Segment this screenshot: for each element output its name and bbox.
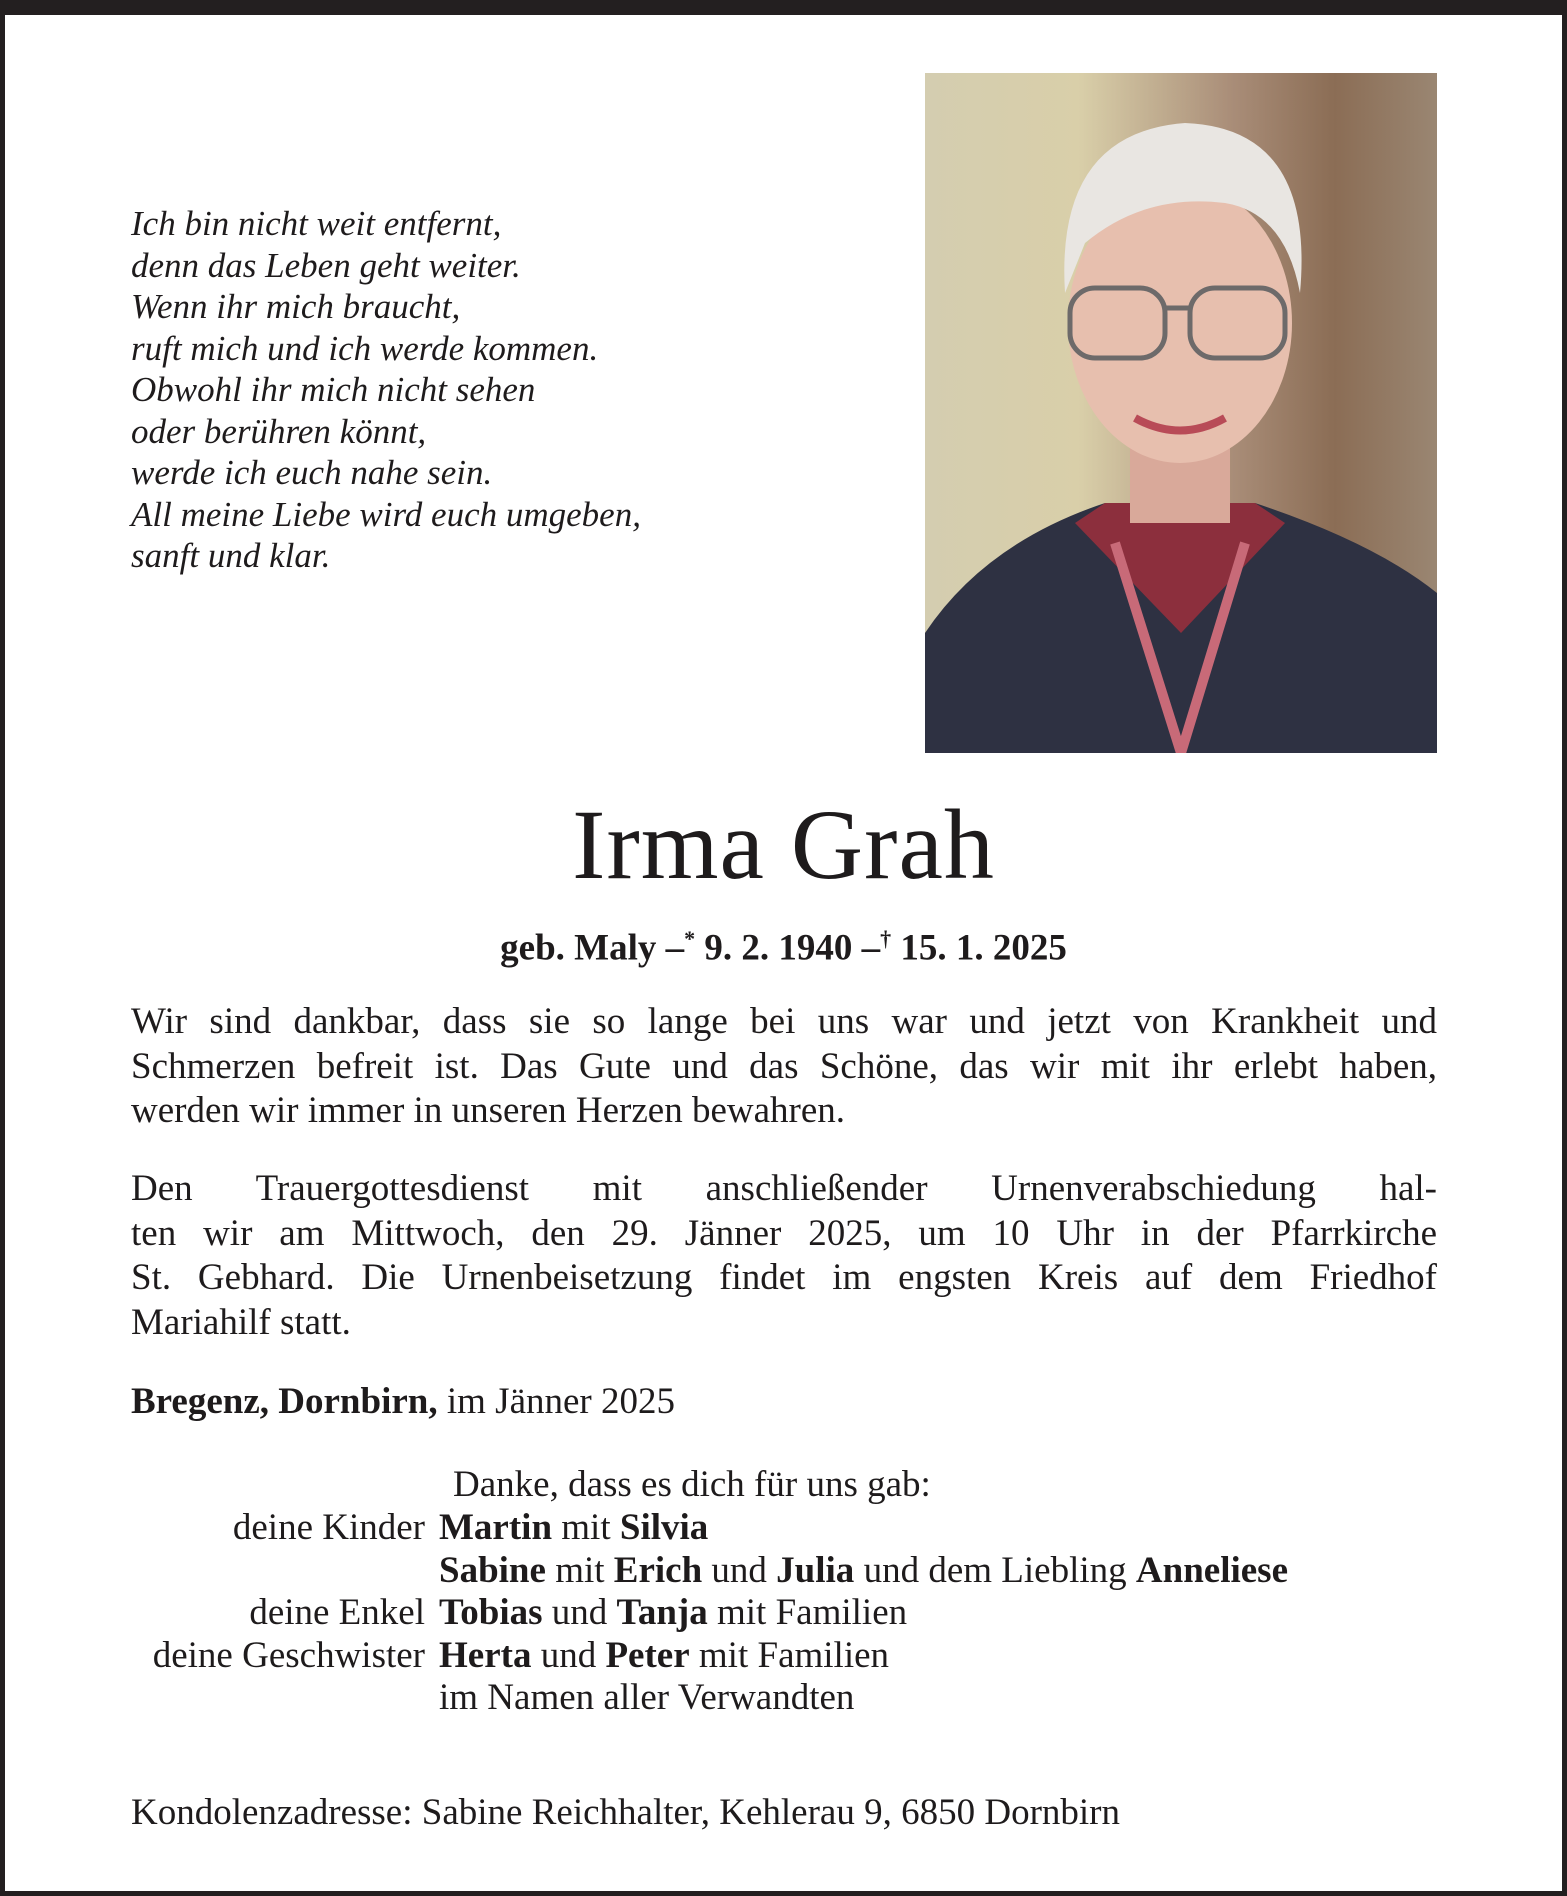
portrait-photo (925, 73, 1437, 753)
text-line: Mariahilf statt. (131, 1301, 351, 1343)
family-row (5, 1592, 1288, 1635)
thanks-line: Danke, dass es dich für uns gab: (453, 1464, 931, 1505)
name: Tanja (616, 1592, 708, 1633)
conj: und (711, 1549, 767, 1591)
conj: mit Familien (698, 1634, 890, 1676)
deceased-name: Irma Grah (572, 789, 995, 900)
text-line: Schmerzen befreit ist. Das Gute und das Schöne, das wir mit ihr erlebt haben, (131, 1045, 1437, 1087)
condolence-address: Kondolenzadresse: Sabine Reichhalter, Kehlerau 9, 6850 Dornbirn (131, 1792, 1120, 1833)
name: Anneliese (1135, 1549, 1288, 1591)
family-row (5, 1677, 1288, 1720)
poem-line: denn das Leben geht weiter. (131, 245, 521, 285)
family-names (439, 1635, 889, 1678)
text-line: Wir sind dankbar, dass sie so lange bei uns war und jetzt von Krankheit und (131, 1001, 1437, 1042)
name: Silvia (619, 1507, 709, 1548)
name: Herta (439, 1634, 532, 1676)
place-date (131, 1380, 675, 1424)
separator: – (861, 927, 881, 969)
birth-date: 9. 2. 1940 (704, 927, 853, 969)
text-line: St. Gebhard. Die Urnenbeisetzung findet im engsten Kreis auf dem Friedhof (131, 1257, 1437, 1298)
relatives-line: im Namen aller Verwandten (439, 1677, 855, 1718)
poem-line: All meine Liebe wird euch umgeben, (131, 494, 641, 534)
obituary-sheet (5, 15, 1562, 1891)
death-symbol: † (880, 926, 892, 951)
name: Julia (776, 1549, 855, 1591)
gratitude-paragraph (131, 1000, 1437, 1134)
relation-label-empty (5, 1550, 439, 1593)
poem-line: Wenn ihr mich braucht, (131, 287, 461, 326)
family-names (439, 1507, 708, 1550)
death-date: 15. 1. 2025 (900, 927, 1067, 969)
conj: mit Familien (716, 1592, 908, 1633)
relation-label: deine Geschwister (152, 1634, 425, 1676)
name: Sabine (439, 1549, 546, 1591)
portrait-icon (925, 73, 1437, 753)
text-line: ten wir am Mittwoch, den 29. Jänner 2025, um 10 Uhr in der Pfarrkirche (131, 1212, 1437, 1254)
conj: mit (561, 1507, 611, 1548)
poem-line: Obwohl ihr mich nicht sehen (131, 370, 536, 409)
maiden-name: geb. Maly (500, 927, 657, 969)
cities: Bregenz, Dornbirn, (131, 1381, 438, 1422)
text-line: werden wir immer in unseren Herzen bewahren. (131, 1090, 846, 1131)
month-year: im Jänner 2025 (446, 1381, 675, 1422)
poem-line: Ich bin nicht weit entfernt, (131, 204, 502, 243)
family-row (5, 1507, 1288, 1550)
relation-label: deine Enkel (249, 1592, 425, 1633)
relation-label: deine Kinder (232, 1507, 425, 1548)
conj: mit (555, 1549, 605, 1591)
name: Tobias (439, 1592, 543, 1633)
poem (131, 203, 641, 577)
family-list (5, 1507, 1288, 1720)
birth-symbol: * (684, 926, 696, 951)
family-names (439, 1550, 1288, 1593)
text-line: Den Trauergottesdienst mit anschließender Urnenverabschiedung hal- (131, 1168, 1437, 1209)
family-names (439, 1592, 907, 1635)
poem-line: sanft und klar. (131, 536, 331, 575)
name: Peter (605, 1634, 690, 1676)
poem-line: oder berühren könnt, (131, 411, 427, 451)
conj: und dem Liebling (863, 1549, 1127, 1591)
service-paragraph (131, 1167, 1437, 1345)
conj: und (540, 1634, 597, 1676)
poem-line: werde ich euch nahe sein. (131, 453, 493, 492)
life-dates (5, 917, 1562, 970)
name: Erich (613, 1549, 703, 1591)
family-row (5, 1550, 1288, 1593)
separator: – (665, 927, 685, 969)
family-row (5, 1635, 1288, 1678)
relation-label-empty (5, 1677, 439, 1720)
name: Martin (439, 1507, 553, 1548)
poem-line: ruft mich und ich werde kommen. (131, 328, 599, 368)
conj: und (551, 1592, 608, 1633)
